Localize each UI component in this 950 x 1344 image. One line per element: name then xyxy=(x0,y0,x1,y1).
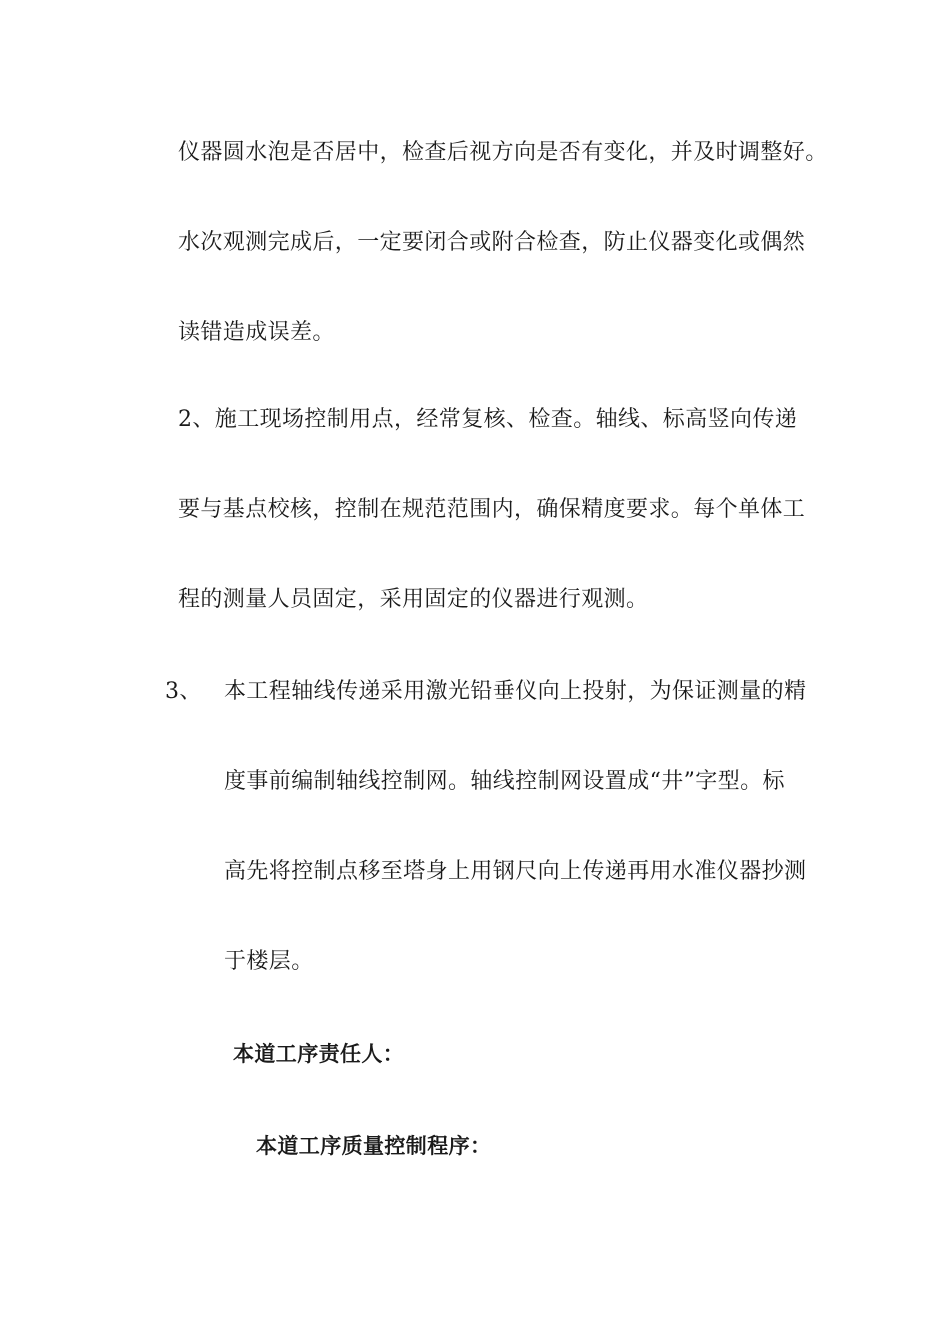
list-item-line: 于楼层。 xyxy=(224,949,314,974)
list-item-line: 度事前编制轴线控制网。轴线控制网设置成“井”字型。标 xyxy=(224,769,785,794)
list-item-line: 本工程轴线传递采用激光铅垂仪向上投射，为保证测量的精 xyxy=(224,679,807,704)
paragraph-line: 读错造成误差。 xyxy=(178,320,335,345)
list-item-line: 要与基点校核，控制在规范范围内，确保精度要求。每个单体工 xyxy=(178,497,806,522)
list-item-line: 程的测量人员固定，采用固定的仪器进行观测。 xyxy=(178,587,649,612)
paragraph-line: 水次观测完成后，一定要闭合或附合检查，防止仪器变化或偶然 xyxy=(178,230,806,255)
responsible-person-heading: 本道工序责任人： xyxy=(233,1042,405,1066)
list-item-line: 2、施工现场控制用点，经常复核、检查。轴线、标高竖向传递 xyxy=(178,407,798,432)
list-item-line: 高先将控制点移至塔身上用钢尺向上传递再用水准仪器抄测 xyxy=(224,859,807,884)
paragraph-line: 仪器圆水泡是否居中，检查后视方向是否有变化，并及时调整好。 xyxy=(178,140,828,165)
list-item-number: 3、 xyxy=(165,679,202,704)
quality-control-heading: 本道工序质量控制程序： xyxy=(256,1134,492,1158)
